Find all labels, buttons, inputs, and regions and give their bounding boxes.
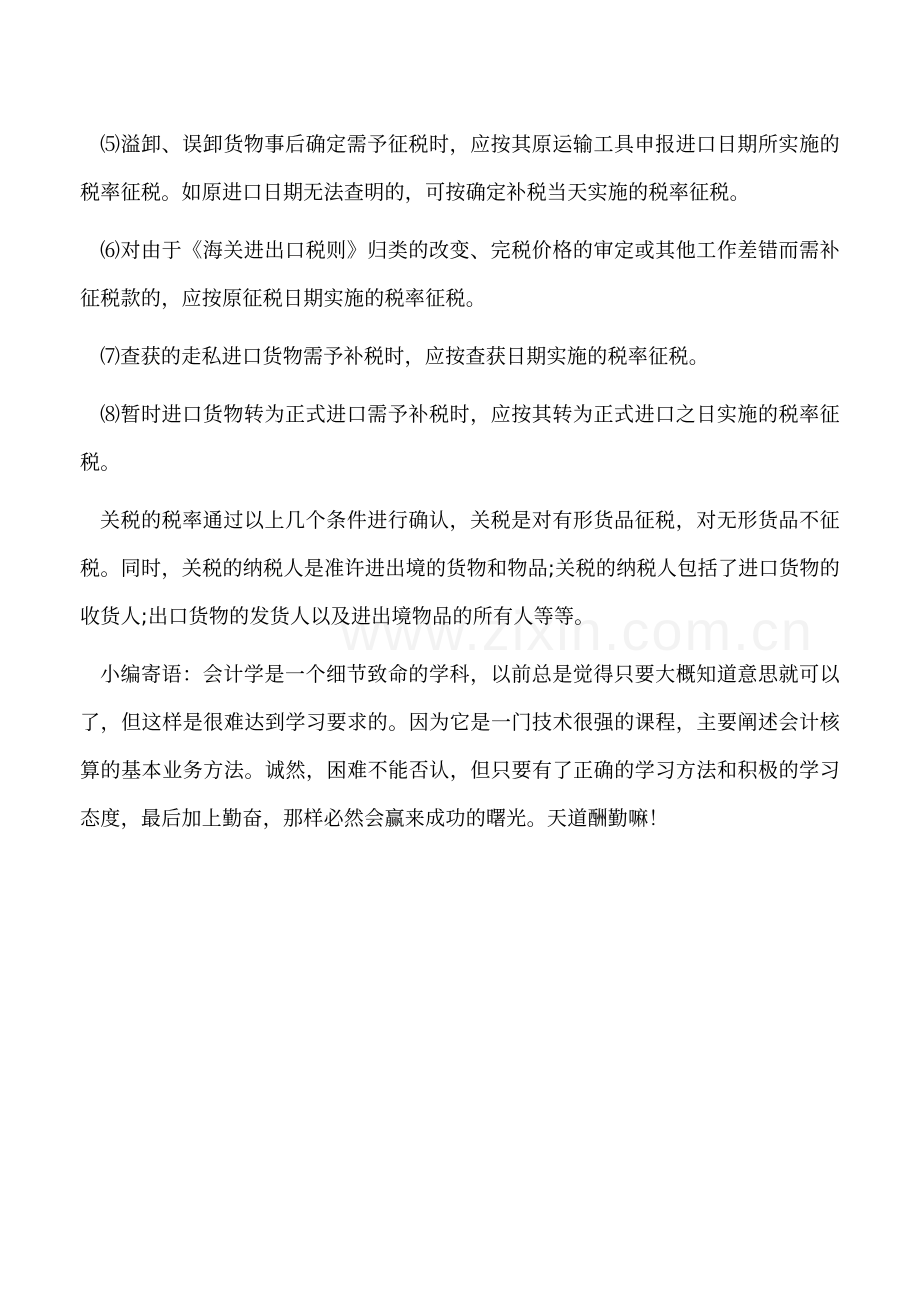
paragraph-tariff-summary: 关税的税率通过以上几个条件进行确认，关税是对有形货品征税，对无形货品不征税。同时，关税的纳税人是准许进出境的货物和物品;关税的纳税人包括了进口货物的收货人;出口货物的发货人以及进出境物品的所有人等等。 <box>80 508 840 628</box>
paragraph-item-7: ⑺查获的走私进口货物需予补税时，应按查获日期实施的税率征税。 <box>100 344 709 368</box>
paragraph-item-5: ⑸溢卸、误卸货物事后确定需予征税时，应按其原运输工具申报进口日期所实施的税率征税。如原进口日期无法查明的，可按确定补税当天实施的税率征税。 <box>80 132 840 204</box>
paragraph-item-6: ⑹对由于《海关进出口税则》归类的改变、完税价格的审定或其他工作差错而需补征税款的，应按原征税日期实施的税率征税。 <box>80 238 840 310</box>
paragraph-item-8: ⑻暂时进口货物转为正式进口需予补税时，应按其转为正式进口之日实施的税率征税。 <box>80 402 840 474</box>
document-body <box>80 120 840 852</box>
paragraph-editor-note: 小编寄语：会计学是一个细节致命的学科，以前总是觉得只要大概知道意思就可以了，但这样是很难达到学习要求的。因为它是一门技术很强的课程，主要阐述会计核算的基本业务方法。诚然，困难不能否认，但只要有了正确的学习方法和积极的学习态度，最后加上勤奋，那样必然会赢来成功的曙光。天道酬勤嘛！ <box>80 662 840 830</box>
